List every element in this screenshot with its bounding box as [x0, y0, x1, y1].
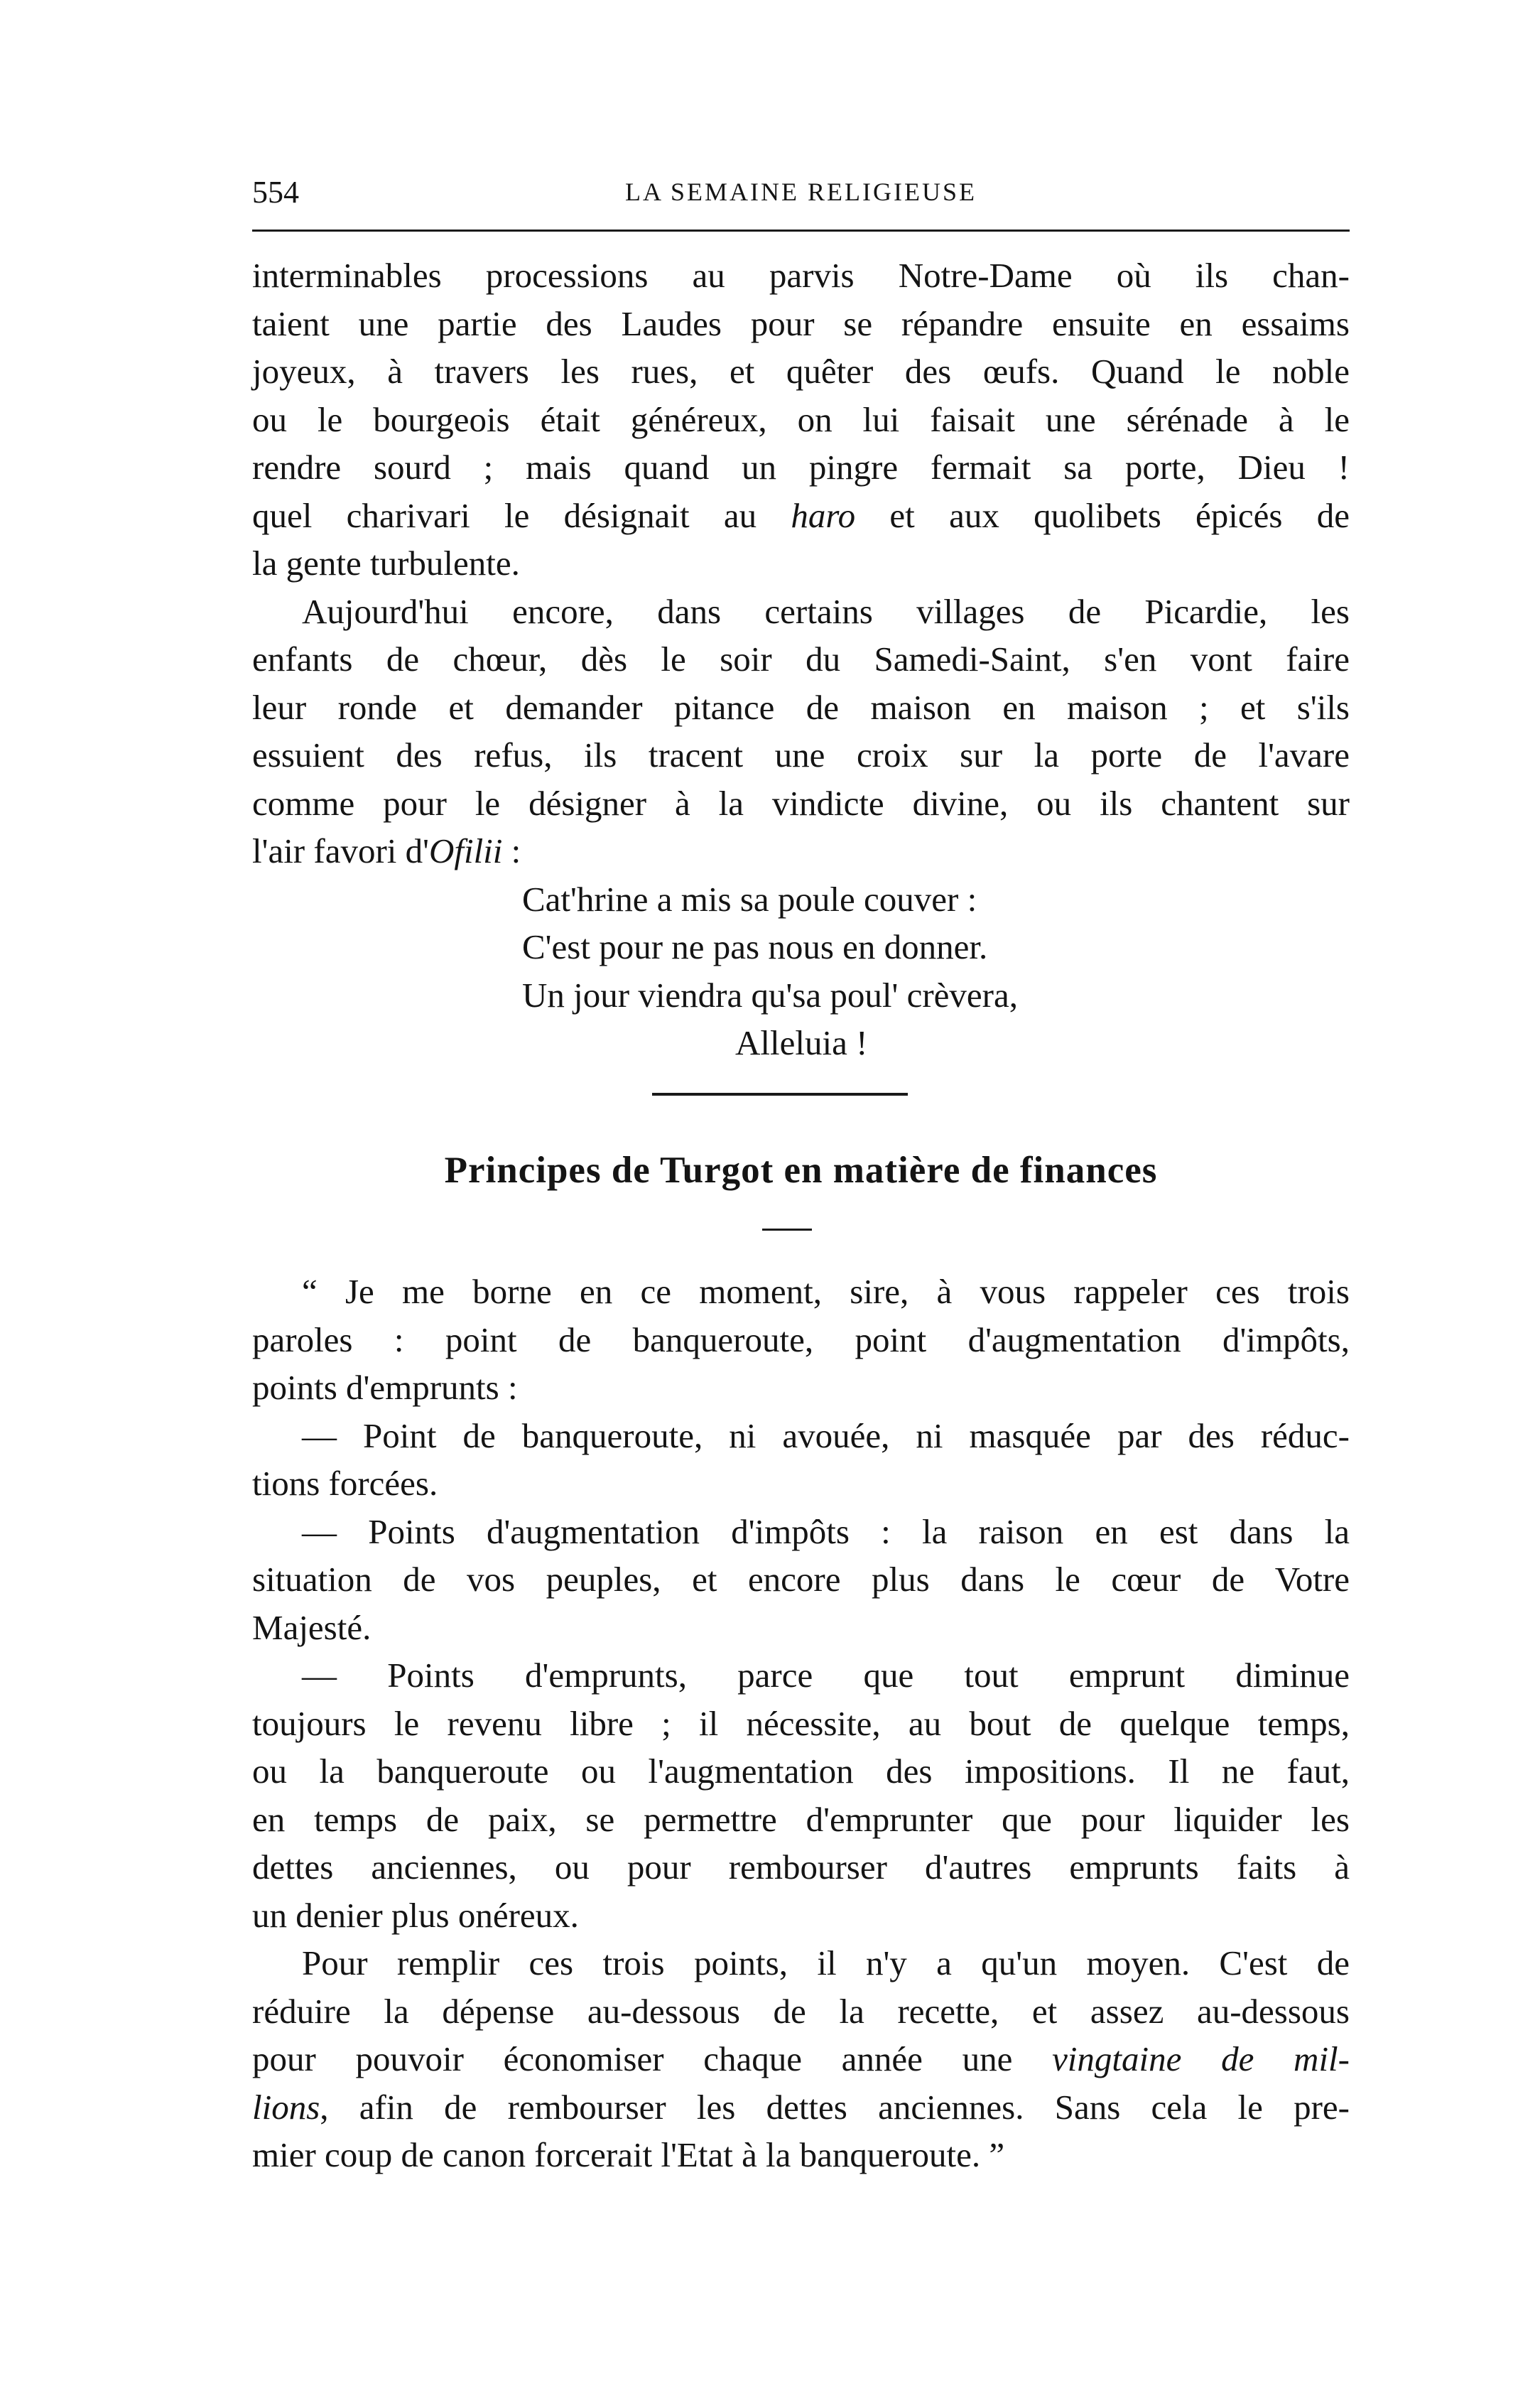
text-line: dettes anciennes, ou pour rembourser d'autres emprunts faits à	[252, 1847, 1350, 1887]
paragraph-processions	[252, 252, 1350, 588]
text-segment: pour pouvoir économiser chaque année une	[252, 2039, 1053, 2078]
text-segment: :	[502, 831, 521, 870]
text-line: toujours le revenu libre ; il nécessite, au bout de quelque temps,	[252, 1703, 1350, 1743]
italic-word: lions	[252, 2087, 320, 2127]
quote-paragraph	[252, 1939, 1350, 2179]
text-segment: , afin de rembourser les dettes anciennes. Sans cela le pre-	[320, 2087, 1350, 2127]
text-line: Aujourd'hui encore, dans certains villages de Picardie, les	[302, 591, 1350, 631]
text-line: Majesté.	[252, 1607, 372, 1647]
text-line: interminables processions au parvis Notre-Dame où ils chan-	[252, 256, 1350, 295]
text-line: situation de vos peuples, et encore plus dans le cœur de Votre	[252, 1560, 1350, 1599]
italic-word: Ofilii	[428, 831, 503, 870]
text-line: Pour remplir ces trois points, il n'y a qu'un moyen. C'est de	[302, 1943, 1350, 1982]
text-line: — Points d'emprunts, parce que tout emprunt diminue	[302, 1656, 1350, 1695]
header-rule	[252, 230, 1350, 232]
verse-line: Cat'hrine a mis sa poule couver :	[522, 879, 977, 919]
text-line	[252, 2083, 1350, 2132]
text-line: paroles : point de banqueroute, point d'augmentation d'impôts,	[252, 1320, 1350, 1359]
text-line: ou la banqueroute ou l'augmentation des impositions. Il ne faut,	[252, 1752, 1350, 1791]
text-segment: et aux quolibets épicés de	[855, 495, 1350, 535]
text-line: la gente turbulente.	[252, 544, 520, 583]
text-line: tions forcées.	[252, 1464, 438, 1503]
verse-refrain: Alleluia !	[735, 1023, 868, 1062]
text-line: — Points d'augmentation d'impôts : la raison en est dans la	[302, 1511, 1350, 1551]
running-head	[252, 174, 1350, 224]
text-line: joyeux, à travers les rues, et quêter des œufs. Quand le noble	[252, 352, 1350, 391]
italic-word: vingtaine de mil-	[1052, 2039, 1350, 2078]
text-line: ou le bourgeois était généreux, on lui faisait une sérénade à le	[252, 399, 1350, 439]
quote-paragraph	[252, 1651, 1350, 1939]
text-line: — Point de banqueroute, ni avouée, ni masquée par des réduc-	[302, 1415, 1350, 1455]
text-line: points d'emprunts :	[252, 1368, 518, 1407]
text-segment: quel charivari le désignait au	[252, 495, 791, 535]
text-line: essuient des refus, ils tracent une croix sur la porte de l'avare	[252, 735, 1350, 775]
text-line: leur ronde et demander pitance de maison en maison ; et s'ils	[252, 687, 1350, 727]
text-line	[252, 827, 1350, 875]
text-line: “ Je me borne en ce moment, sire, à vous rappeler ces trois	[302, 1272, 1350, 1311]
quote-paragraph	[252, 1412, 1350, 1508]
quote-paragraph	[252, 1268, 1350, 1412]
heading-rule	[762, 1229, 812, 1231]
section-divider	[652, 1093, 908, 1096]
page-number: 554	[252, 175, 299, 210]
text-line: un denier plus onéreux.	[252, 1895, 579, 1935]
text-line: rendre sourd ; mais quand un pingre fermait sa porte, Dieu !	[252, 448, 1350, 487]
paragraph-picardie	[252, 588, 1350, 875]
text-line	[252, 2035, 1350, 2083]
running-title: LA SEMAINE RELIGIEUSE	[625, 178, 977, 206]
verse-line: Un jour viendra qu'sa poul' crèvera,	[522, 975, 1018, 1015]
quote-paragraph	[252, 1508, 1350, 1652]
italic-word: haro	[791, 495, 856, 535]
text-segment: l'air favori d'	[252, 831, 429, 870]
turgot-quote	[252, 1268, 1350, 2179]
text-line	[252, 492, 1350, 540]
section-heading: Principes de Turgot en matière de finances	[444, 1149, 1158, 1191]
verse-line: C'est pour ne pas nous en donner.	[522, 927, 988, 966]
text-line: enfants de chœur, dès le soir du Samedi-Saint, s'en vont faire	[252, 640, 1350, 679]
text-line: réduire la dépense au-dessous de la recette, et assez au-dessous	[252, 1991, 1350, 2031]
text-line: taient une partie des Laudes pour se répandre ensuite en essaims	[252, 303, 1350, 343]
text-line: mier coup de canon forcerait l'Etat à la banqueroute. ”	[252, 2135, 1005, 2174]
text-line: en temps de paix, se permettre d'emprunter que pour liquider les	[252, 1799, 1350, 1839]
book-page	[252, 174, 1350, 2179]
song-verse	[522, 875, 1350, 1067]
text-line: comme pour le désigner à la vindicte divine, ou ils chantent sur	[252, 783, 1350, 823]
